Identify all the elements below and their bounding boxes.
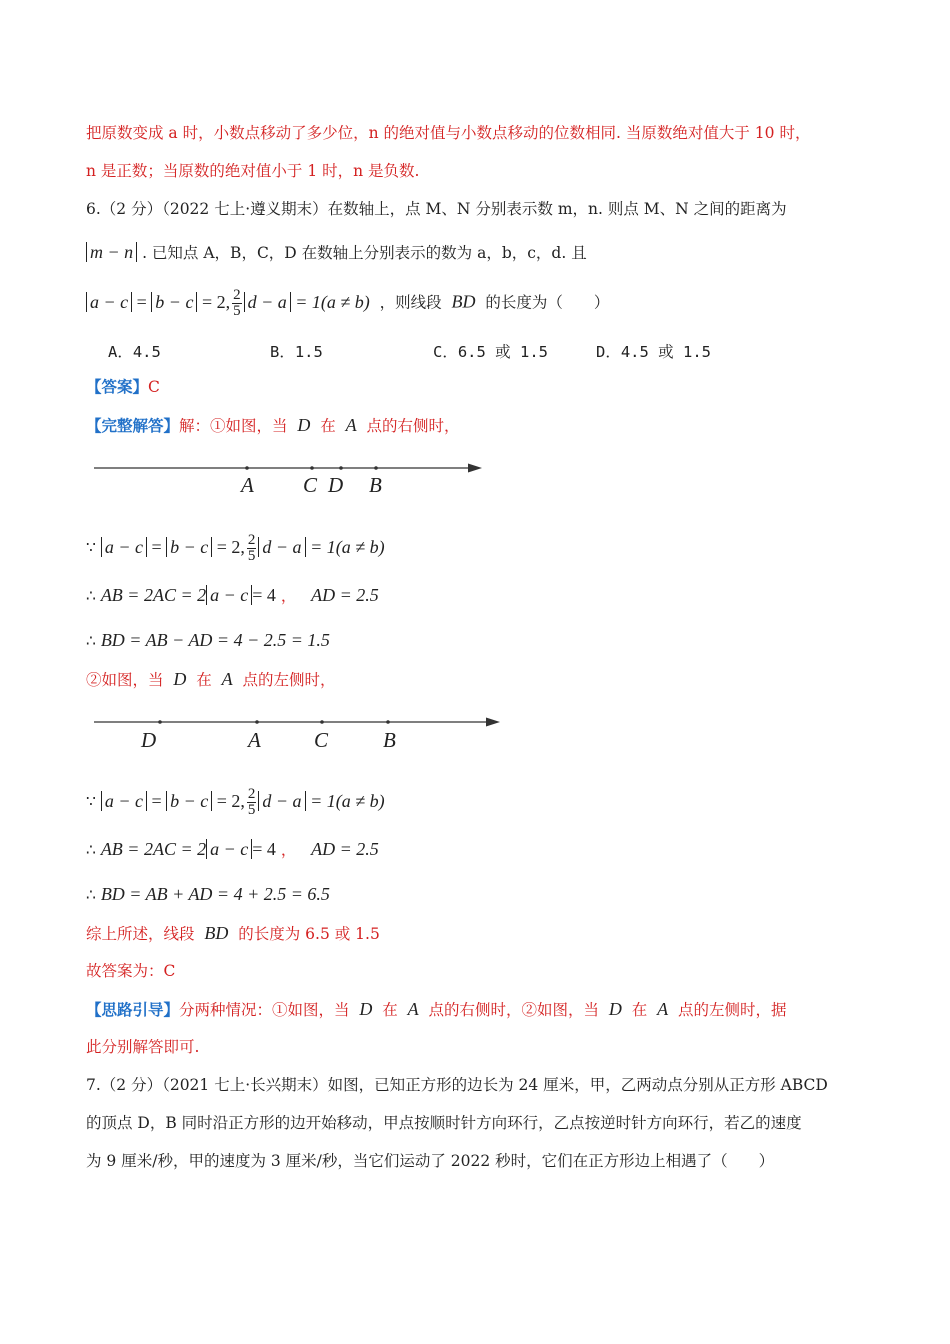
d2-abs-1: a − c — [101, 791, 147, 811]
cond-abs-1: a − c — [86, 292, 132, 312]
because-2: ∵ — [86, 792, 96, 811]
guide-line-1 — [86, 998, 786, 1021]
d2-ab-end: = 4 — [252, 839, 276, 859]
nl1-label-b: B — [369, 473, 382, 497]
cond-eq-3: = 1(a ≠ b) — [290, 291, 370, 312]
d2-eq-3: = 1(a ≠ b) — [305, 790, 385, 811]
case2-intro: ②如图，当 — [86, 671, 164, 689]
option-b: B．1.5 — [270, 343, 323, 361]
guide-a-1: A — [407, 999, 419, 1019]
summary-line — [86, 922, 380, 945]
case2-in: 在 — [196, 671, 212, 689]
q6-condition — [86, 288, 609, 319]
nl1-label-c: C — [303, 473, 318, 497]
d2-bd: BD = AB + AD = 4 + 2.5 = 6.5 — [100, 884, 330, 904]
case1-intro: 解：①如图，当 — [179, 417, 288, 435]
intro-line-2: n 是正数；当原数的绝对值小于 1 时，n 是负数. — [86, 162, 420, 180]
case2-side: 点的左侧时， — [242, 671, 336, 689]
d1-frac-den: 5 — [247, 548, 256, 564]
d2-ad-expr: AD = 2.5 — [311, 839, 379, 859]
d2-eq-1: = — [146, 790, 167, 811]
d2-fraction — [247, 787, 257, 818]
option-d: D．4.5 或 1.5 — [596, 343, 711, 361]
derivation-1-because — [86, 533, 385, 564]
nl2-label-c: C — [314, 728, 329, 752]
cond-tail: ，则线段 — [379, 293, 442, 312]
q7-line-2: 的顶点 D，B 同时沿正方形的边开始移动，甲点按顺时针方向环行，乙点按逆时针方向环行，若乙的速度 — [86, 1114, 802, 1132]
guide-in-2: 在 — [631, 1001, 648, 1019]
d1-eq-3: = 1(a ≠ b) — [305, 536, 385, 557]
summary-b: 的长度为 6.5 或 1.5 — [238, 925, 380, 943]
d1-comma: ， — [280, 587, 297, 605]
guide-d-2: D — [608, 999, 622, 1019]
guide-a-2: A — [657, 999, 669, 1019]
summary-a: 综上所述，线段 — [86, 925, 195, 943]
d1-eq-1: = — [146, 536, 167, 557]
d1-abs-3: d − a — [258, 537, 305, 557]
d2-ab-expr: AB = 2AC = 2 — [100, 839, 207, 859]
guide-in-1: 在 — [382, 1001, 398, 1019]
case1-side: 点的右侧时， — [366, 417, 460, 435]
case1-in: 在 — [320, 417, 336, 435]
derivation-2-bd — [86, 883, 330, 906]
solution-label: 【完整解答】 — [86, 417, 180, 435]
q6-line2-text: . 已知点 A，B，C，D 在数轴上分别表示的数为 a，b，c，d. 且 — [137, 244, 587, 262]
nl2-label-b: B — [383, 728, 396, 752]
d1-fraction — [247, 533, 257, 564]
q6-header: 6.（2 分）（2022 七上·遵义期末）在数轴上，点 M、N 分别表示数 m，n. 则点 M、N 之间的距离为 — [86, 200, 787, 218]
case2-d: D — [173, 669, 187, 689]
q6-mn-expr: m − n — [86, 242, 137, 262]
d2-eq-2: = 2, — [212, 790, 245, 811]
d2-comma: ， — [280, 841, 297, 859]
d1-eq-2: = 2, — [212, 536, 245, 557]
derivation-2-because — [86, 787, 385, 818]
d2-abs-2: b − c — [166, 791, 212, 811]
therefore-4: ∴ — [86, 886, 96, 904]
cond-eq-2: = 2, — [197, 291, 231, 312]
cond-abs-3: d − a — [244, 292, 291, 312]
answer-value: C — [148, 378, 160, 396]
cond-frac-num: 2 — [233, 287, 241, 303]
guide-d-1: D — [359, 999, 373, 1019]
solution-case-2 — [86, 668, 335, 691]
option-c: C．6.5 或 1.5 — [433, 343, 548, 361]
q7-line-1: 7.（2 分）（2021 七上·长兴期末）如图，已知正方形的边长为 24 厘米，甲，乙两动点分别从正方形 ABCD — [86, 1076, 828, 1094]
nl2-label-d: D — [141, 728, 157, 752]
d1-ab-end: = 4 — [252, 585, 276, 605]
number-line-2 — [90, 709, 510, 754]
answer-line — [86, 376, 160, 398]
guide-text-3: 点的左侧时，据 — [677, 1001, 787, 1019]
derivation-2-ab — [86, 838, 379, 861]
cond-abs-2: b − c — [151, 292, 197, 312]
number-line-1 — [90, 455, 490, 500]
d2-abs-3: d − a — [258, 791, 305, 811]
d2-frac-num: 2 — [247, 786, 256, 802]
case1-a: A — [345, 415, 357, 435]
guide-label: 【思路引导】 — [86, 1001, 180, 1019]
cond-fraction — [232, 288, 242, 319]
derivation-1-ab — [86, 584, 379, 607]
d1-ab-abs: a − c — [206, 585, 252, 605]
therefore-2: ∴ — [86, 632, 96, 650]
cond-eq-1: = — [132, 291, 152, 312]
d1-ad-expr: AD = 2.5 — [311, 585, 379, 605]
solution-case-1 — [86, 414, 460, 437]
summary-seg: BD — [204, 923, 229, 943]
therefore-1: ∴ — [86, 587, 96, 605]
q6-line-2 — [86, 241, 587, 264]
final-answer: 故答案为：C — [86, 962, 176, 980]
nl1-label-a: A — [241, 473, 254, 497]
case1-d: D — [297, 415, 311, 435]
d1-abs-1: a − c — [101, 537, 147, 557]
cond-seg: BD — [451, 291, 476, 312]
cond-frac-den: 5 — [233, 303, 241, 319]
intro-line-1: 把原数变成 a 时，小数点移动了多少位，n 的绝对值与小数点移动的位数相同. 当原数绝对值大于 10 时， — [86, 124, 811, 142]
answer-label: 【答案】 — [86, 378, 149, 396]
d1-bd: BD = AB − AD = 4 − 2.5 = 1.5 — [100, 630, 330, 650]
guide-line-2: 此分别解答即可. — [86, 1038, 200, 1056]
guide-text-1: 分两种情况：①如图，当 — [179, 1001, 350, 1019]
option-a: A．4.5 — [108, 343, 161, 361]
nl1-label-d: D — [328, 473, 344, 497]
d2-ab-abs: a − c — [206, 839, 252, 859]
derivation-1-bd — [86, 629, 330, 652]
d2-frac-den: 5 — [247, 802, 256, 818]
d1-ab-expr: AB = 2AC = 2 — [100, 585, 207, 605]
d1-abs-2: b − c — [166, 537, 212, 557]
d1-frac-num: 2 — [247, 532, 256, 548]
because-1: ∵ — [86, 538, 96, 557]
cond-tail-2: 的长度为（ ） — [485, 293, 610, 312]
guide-text-2: 点的右侧时，②如图，当 — [428, 1001, 599, 1019]
q7-line-3: 为 9 厘米/秒，甲的速度为 3 厘米/秒，当它们运动了 2022 秒时，它们在正方形边上相遇了（ ） — [86, 1152, 775, 1170]
therefore-3: ∴ — [86, 841, 96, 859]
nl2-label-a: A — [248, 728, 261, 752]
case2-a: A — [221, 669, 233, 689]
